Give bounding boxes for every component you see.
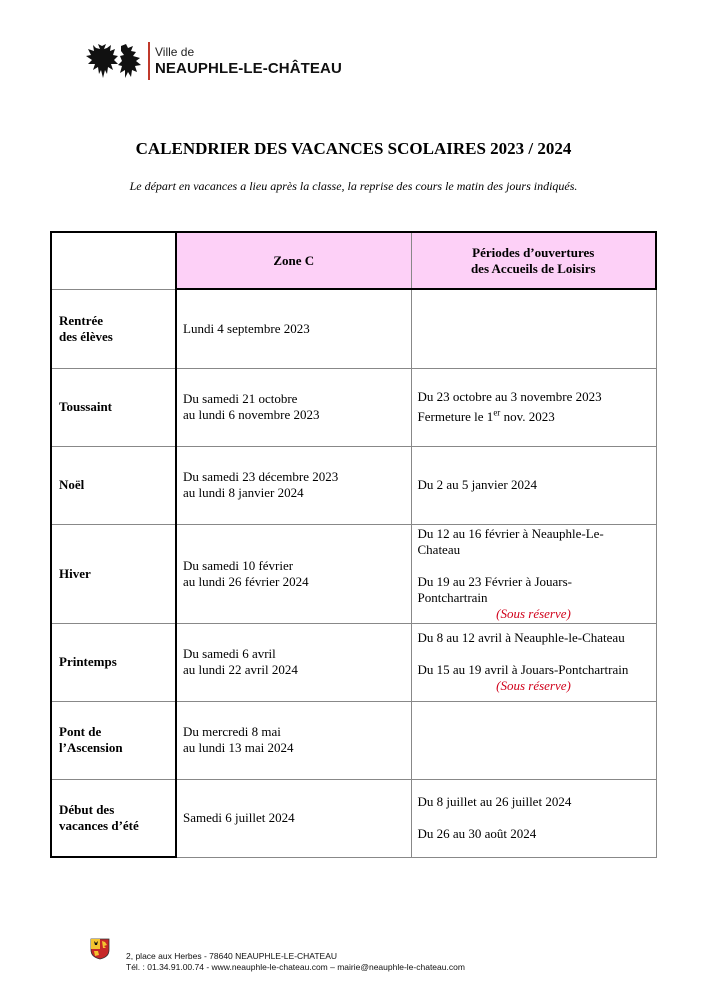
- sous-reserve-note: (Sous réserve): [496, 605, 571, 621]
- periodes-line: Du 15 au 19 avril à Jouars-Pontchartrain: [417, 662, 629, 677]
- logo-small-text: Ville de: [155, 45, 195, 59]
- table-row-printemps: [51, 623, 656, 701]
- header-empty-cell: [51, 232, 176, 289]
- header-periodes: [411, 232, 656, 289]
- periodes-cell: [411, 446, 656, 524]
- zone-c-line: Du samedi 23 décembre 2023: [183, 469, 339, 484]
- zone-c-line: Du samedi 10 février: [183, 557, 294, 573]
- zone-c-line: Du samedi 6 avril: [183, 646, 276, 661]
- periodes-cell: [411, 524, 656, 623]
- coat-of-arms-small-icon: [90, 938, 110, 960]
- city-logo: [85, 40, 342, 82]
- footer-contact: Tél. : 01.34.91.00.74 - www.neauphle-le-chateau.com – mairie@neauphle-le-chateau.com: [126, 962, 465, 972]
- row-label: [51, 779, 176, 857]
- zone-c-cell: [176, 779, 411, 857]
- row-label: [51, 524, 176, 623]
- periodes-cell: [411, 289, 656, 368]
- fermeture-line: [418, 409, 555, 424]
- zone-c-line: Du samedi 21 octobre: [183, 391, 298, 406]
- table-row-ascension: [51, 701, 656, 779]
- periodes-cell: [411, 368, 656, 446]
- row-label: [51, 701, 176, 779]
- periodes-line: Du 26 au 30 août 2024: [417, 826, 537, 841]
- row-label-line: vacances d’été: [59, 817, 139, 833]
- periodes-cell: [411, 779, 656, 857]
- zone-c-cell: [176, 368, 411, 446]
- row-label-line: Printemps: [59, 654, 117, 669]
- periodes-line: Du 19 au 23 Février à Jouars-: [417, 573, 573, 589]
- table-row-hiver: [51, 524, 656, 623]
- zone-c-line: au lundi 22 avril 2024: [183, 662, 298, 677]
- periodes-line: Du 23 octobre au 3 novembre 2023: [417, 388, 602, 404]
- periodes-line: Du 8 juillet au 26 juillet 2024: [417, 794, 572, 809]
- periodes-line: Pontchartrain: [417, 589, 488, 605]
- row-label-line: Toussaint: [59, 399, 112, 414]
- coat-of-arms-icon: [85, 40, 145, 82]
- logo-divider: [148, 42, 150, 80]
- row-label: [51, 623, 176, 701]
- fermeture-sup: er: [493, 407, 501, 418]
- row-label-line: Début des: [59, 801, 115, 817]
- row-label-line: des élèves: [59, 328, 113, 344]
- holiday-calendar-table: [50, 231, 657, 858]
- fermeture-suffix: nov. 2023: [500, 409, 555, 425]
- zone-c-cell: [176, 446, 411, 524]
- periodes-cell: [411, 623, 656, 701]
- zone-c-line: au lundi 13 mai 2024: [183, 740, 294, 755]
- header-periodes-line2: des Accueils de Loisirs: [470, 260, 596, 276]
- row-label-line: Rentrée: [59, 312, 104, 328]
- table-header-row: [51, 232, 656, 289]
- header-periodes-line1: Périodes d’ouvertures: [472, 244, 595, 260]
- row-label-line: Noël: [59, 477, 85, 492]
- zone-c-cell: [176, 701, 411, 779]
- table-row-toussaint: [51, 368, 656, 446]
- periodes-line: Du 8 au 12 avril à Neauphle-le-Chateau: [417, 630, 625, 645]
- zone-c-cell: [176, 289, 411, 368]
- footer-address: 2, place aux Herbes - 78640 NEAUPHLE-LE-CHATEAU: [126, 951, 338, 961]
- zone-c-line: Du mercredi 8 mai: [183, 724, 281, 739]
- zone-c-cell: [176, 623, 411, 701]
- zone-c-line: au lundi 26 février 2024: [183, 573, 309, 589]
- footer-text: [126, 951, 465, 973]
- periodes-cell: [411, 701, 656, 779]
- zone-c-line: au lundi 6 novembre 2023: [183, 407, 320, 422]
- row-label-line: Pont de: [59, 724, 102, 739]
- row-label: [51, 446, 176, 524]
- zone-c-line: au lundi 8 janvier 2024: [183, 485, 304, 500]
- row-label-line: Hiver: [59, 565, 91, 581]
- zone-c-cell: [176, 524, 411, 623]
- logo-city-name: NEAUPHLE-LE-CHÂTEAU: [155, 60, 342, 77]
- table-row-ete: [51, 779, 656, 857]
- periodes-line: Du 12 au 16 février à Neauphle-Le-: [417, 525, 604, 541]
- periodes-line: Du 2 au 5 janvier 2024: [417, 477, 538, 492]
- zone-c-line: Lundi 4 septembre 2023: [183, 320, 310, 336]
- table-row-noel: [51, 446, 656, 524]
- table-row-rentree: [51, 289, 656, 368]
- sous-reserve-note: (Sous réserve): [496, 678, 571, 693]
- periodes-line: Chateau: [417, 541, 461, 557]
- page-title: CALENDRIER DES VACANCES SCOLAIRES 2023 / 2024: [135, 139, 572, 158]
- page-footer: [90, 936, 465, 973]
- row-label: [51, 368, 176, 446]
- header-zone-c: Zone C: [176, 232, 411, 289]
- zone-c-line: Samedi 6 juillet 2024: [183, 810, 295, 825]
- page-subtitle: Le départ en vacances a lieu après la classe, la reprise des cours le matin des jours indiqués.: [129, 179, 578, 193]
- fermeture-prefix: Fermeture le 1: [417, 409, 494, 425]
- row-label-line: l’Ascension: [59, 740, 123, 755]
- row-label: [51, 289, 176, 368]
- logo-text: [155, 46, 342, 76]
